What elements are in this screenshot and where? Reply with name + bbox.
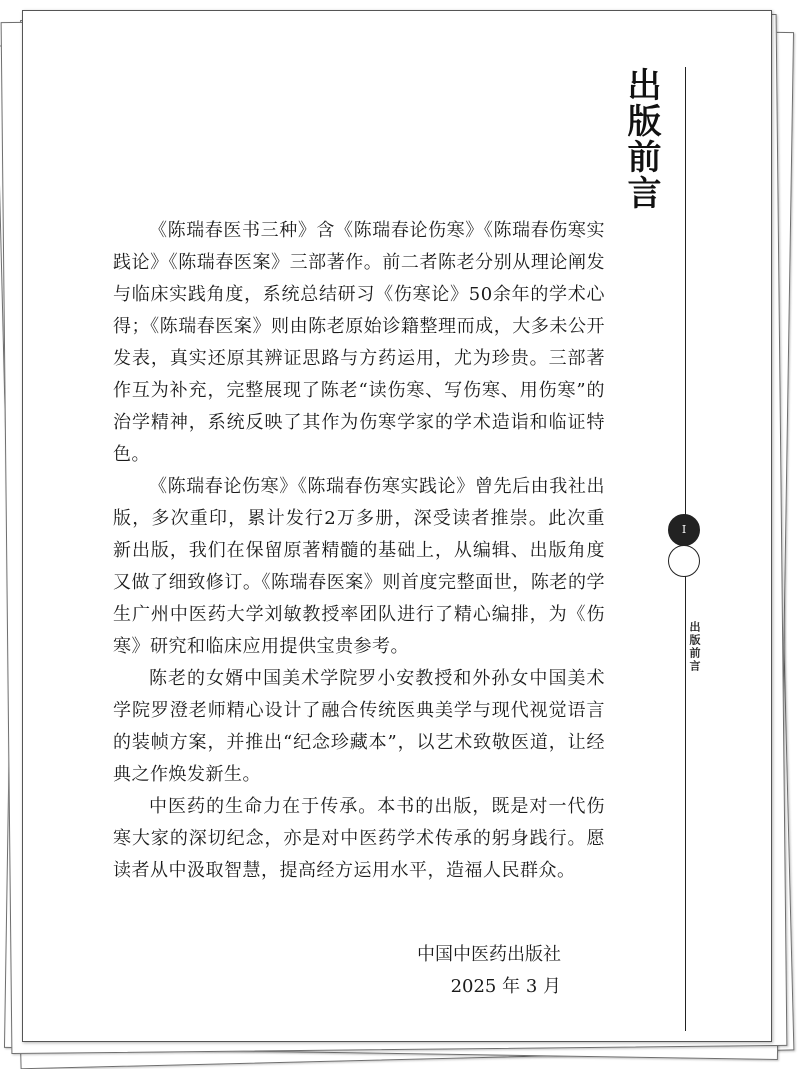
paragraph: 陈老的女婿中国美术学院罗小安教授和外孙女中国美术学院罗澄老师精心设计了融合传统医典美学与现代视觉语言的装帧方案，并推出“纪念珍藏本”，以艺术致敬医道，让经典之作焕发新生。 bbox=[113, 668, 605, 785]
signature-date: 2025 年 3 月 bbox=[450, 976, 561, 997]
paragraph: 《陈瑞春医书三种》含《陈瑞春论伤寒》《陈瑞春伤寒实践论》《陈瑞春医案》三部著作。前二者陈老分别从理论阐发与临床实践角度，系统总结研习《伤寒论》50余年的学术心得；《陈瑞春医案》则由陈老原始诊籍整理而成，大多未公开发表，真实还原其辨证思路与方药运用，尤为珍贵。三部著作互为补充，完整展现了陈老“读伤寒、写伤寒、用伤寒”的治学精神，系统反映了其作为伤寒学家的学术造诣和临证特色。 bbox=[113, 220, 605, 465]
paragraph: 《陈瑞春论伤寒》《陈瑞春伤寒实践论》曾先后由我社出版，多次重印，累计发行2万多册，深受读者推崇。此次重新出版，我们在保留原著精髓的基础上，从编辑、出版角度又做了细致修订。《陈瑞春医案》则首度完整面世，陈老的学生广州中医药大学刘敏教授率团队进行了精心编排，为《伤寒》研究和临床应用提供宝贵参考。 bbox=[113, 476, 605, 657]
page-number-marker bbox=[668, 514, 700, 578]
paragraph: 中医药的生命力在于传承。本书的出版，既是对一代伤寒大家的深切纪念，亦是对中医药学术传承的躬身践行。愿读者从中汲取智慧，提高经方运用水平，造福人民群众。 bbox=[113, 796, 605, 881]
front-page bbox=[22, 10, 772, 1042]
signature-block bbox=[417, 939, 561, 1003]
running-head bbox=[688, 71, 800, 155]
body-text bbox=[113, 215, 605, 887]
side-section-label: 出版前言 bbox=[688, 621, 701, 673]
page-number: I bbox=[668, 514, 700, 546]
page-title: 出版前言 bbox=[621, 67, 661, 211]
page-marker-circle bbox=[668, 545, 700, 577]
publisher-name: 中国中医药出版社 bbox=[417, 944, 561, 965]
